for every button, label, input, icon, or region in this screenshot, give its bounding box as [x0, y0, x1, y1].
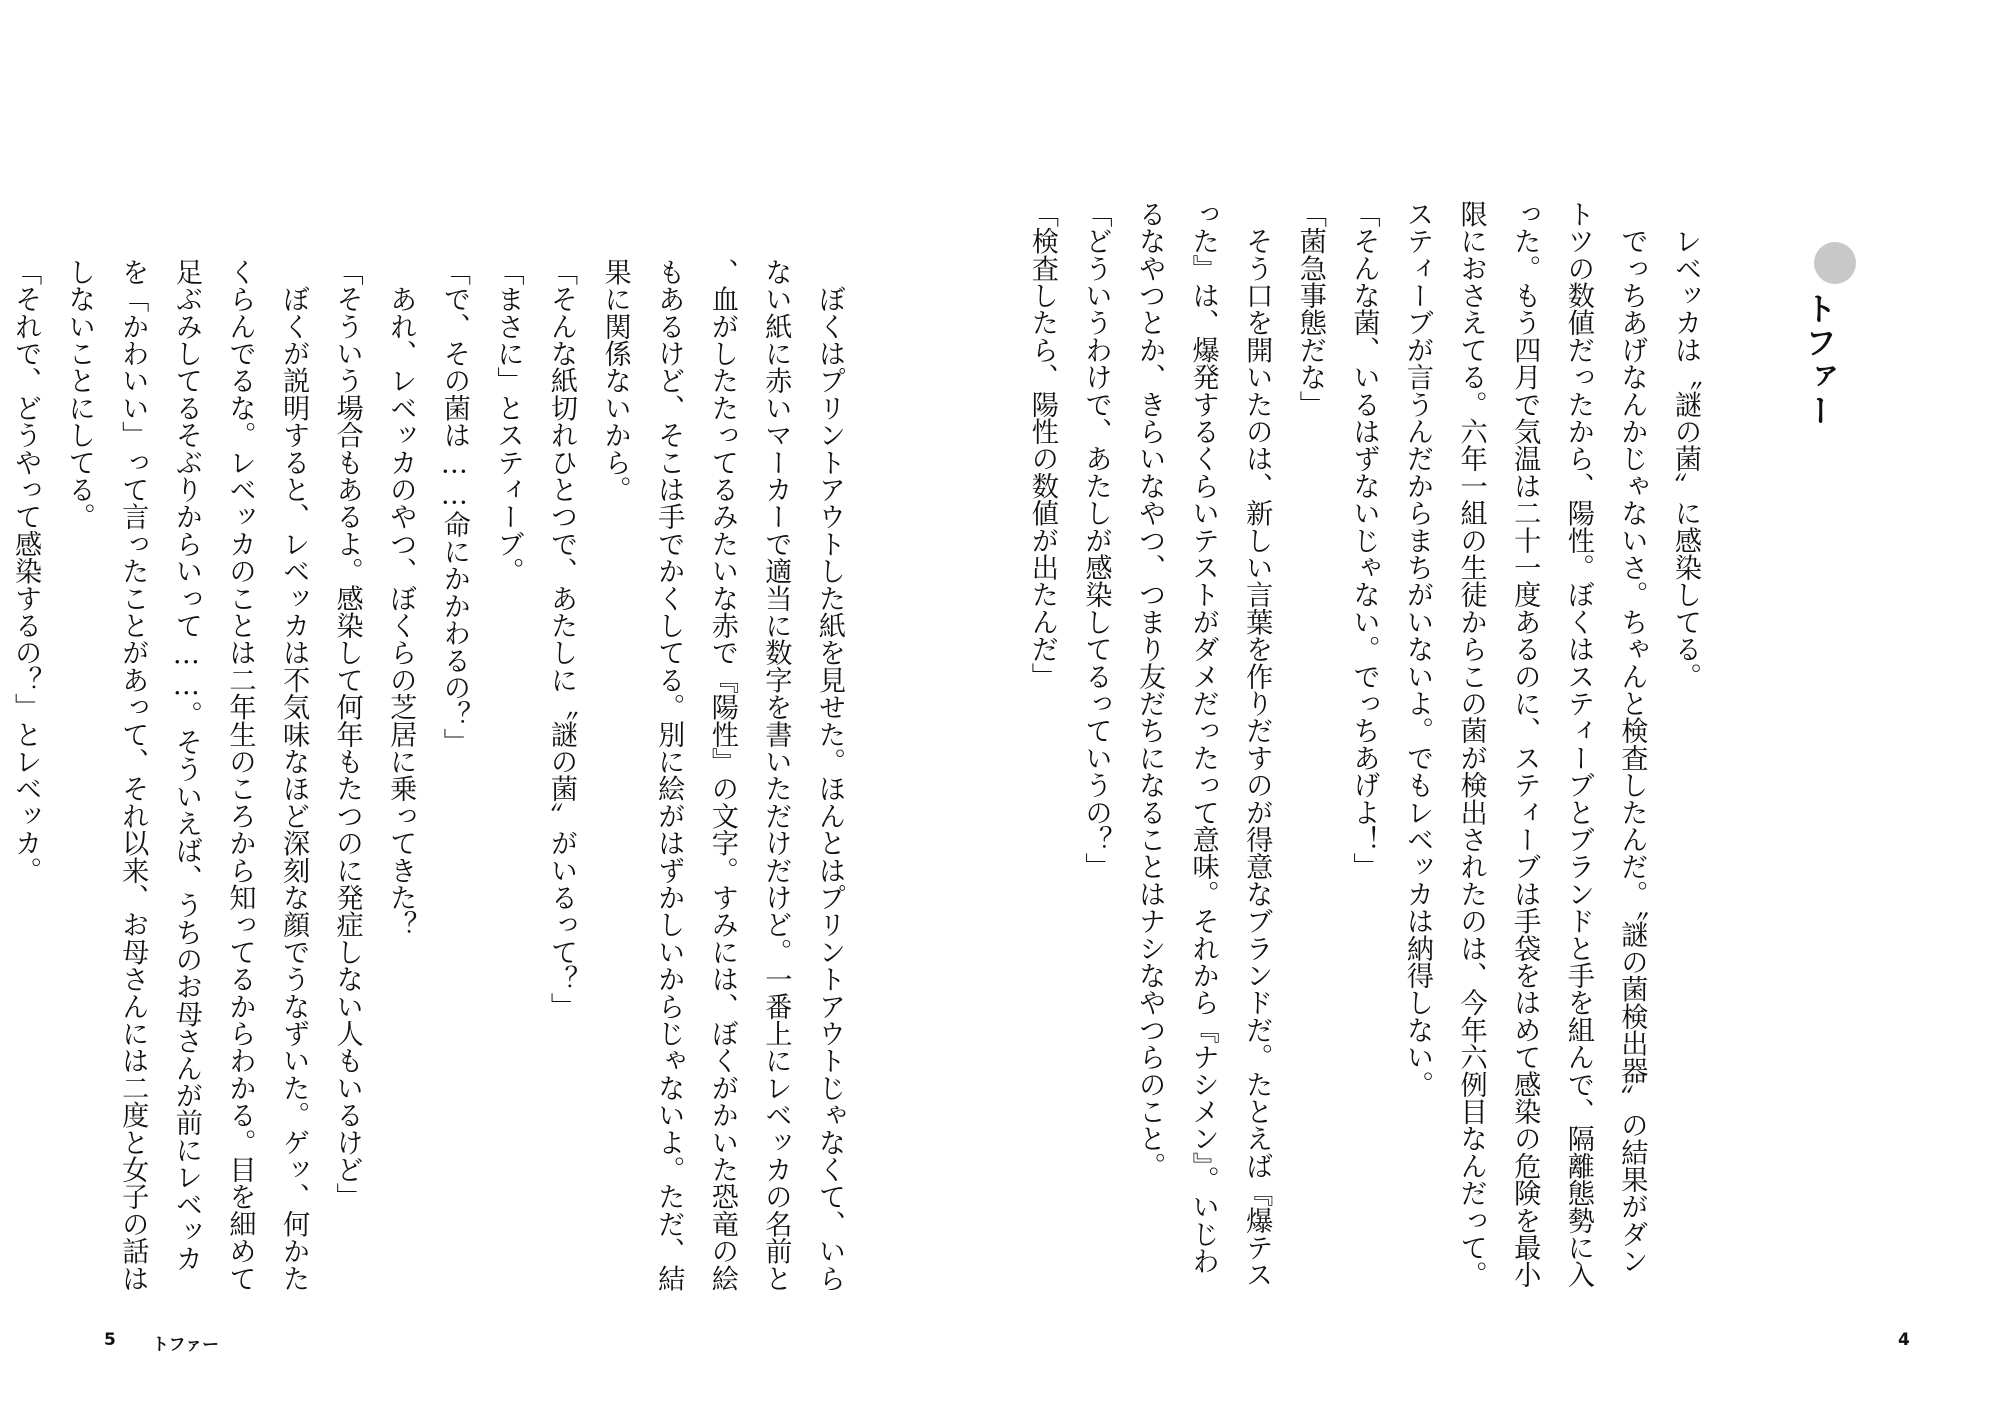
right-page-number: 4 — [1898, 1330, 1910, 1350]
right-page-body-text: レベッカは〝謎の菌〟に感染してる。 でっちあげなんかじゃないさ。ちゃんと検査したんだ。〝謎の菌検出器〟の結果がダントツの数値だったから、陽性。ぼくはスティーブとブランドと手を組んで、隔離態勢に入った。もう四月で気温は二十一度あるのに、スティーブは手袋をはめて感染の危険を最小限におさえてる。六年一組の生徒からこの菌が検出されたのは、今年六例目なんだって。スティーブが言うんだからまちがいないよ。でもレベッカは納得しない。 「そんな菌、いるはずないじゃない。でっちあげよ！」 「菌急事態だな」 そう口を開いたのは、新しい言葉を作りだすのが得意なブランドだ。たとえば『爆テスった』は、爆発するくらいテストがダメだったって意味。それから『ナシメン』。いじわるなやつとか、きらいなやつ、つまり友だちになることはナシなやつらのこと。 「どういうわけで、あたしが感染してるっていうの？」 「検査したら、陽性の数値が出たんだ」 — [1026, 200, 1701, 1288]
left-page-body-text: ぼくはプリントアウトした紙を見せた。ほんとはプリントアウトじゃなくて、いらない紙に赤いマーカーで適当に数字を書いただけだけど。一番上にレベッカの名前と、血がしたたってるみたいな赤で『陽性』の文字。すみには、ぼくがかいた恐竜の絵もあるけど、そこは手でかくしてる。別に絵がはずかしいからじゃないよ。ただ、結果に関係ないから。 「そんな紙切れひとつで、あたしに〝謎の菌〟がいるって？」 「まさに」とスティーブ。 「で、その菌は……命にかかわるの？」 あれ、レベッカのやつ、ぼくらの芝居に乗ってきた？ 「そういう場合もあるよ。感染して何年もたつのに発症しない人もいるけど」 ぼくが説明すると、レベッカは不気味なほど深刻な顔でうなずいた。ゲッ、何かたくらんでるな。レベッカのことは二年生のころから知ってるからわかる。目を細めて足ぶみしてるそぶりからいって……。そういえば、うちのお母さんが前にレベッカを「かわいい」って言ったことがあって、それ以来、お母さんには二度と女子の話はしないことにしてる。 「それで、どうやって感染するの？」とレベッカ。 — [10, 258, 845, 1292]
right-page — [1000, 0, 2000, 1422]
chapter-title: トファー — [1800, 292, 1838, 428]
chapter-circle-icon — [1814, 242, 1856, 284]
left-page-number: 5 — [104, 1330, 116, 1350]
left-running-head: トファー — [152, 1335, 220, 1355]
